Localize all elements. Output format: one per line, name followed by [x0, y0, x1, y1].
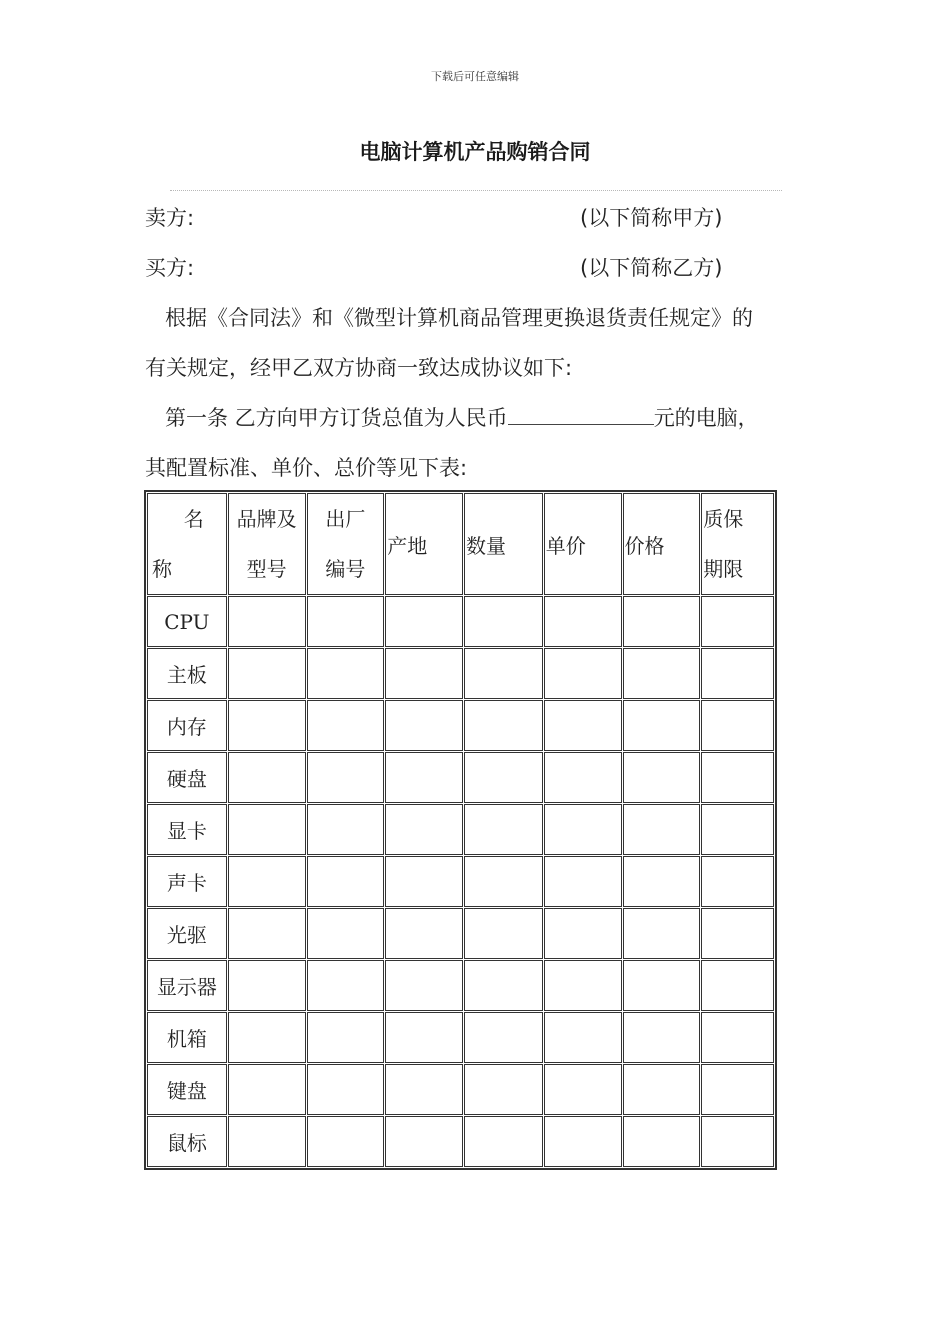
table-entry-cell[interactable] — [385, 908, 463, 959]
table-entry-cell[interactable] — [623, 648, 701, 699]
table-entry-cell[interactable] — [385, 856, 463, 907]
table-entry-cell[interactable] — [623, 1116, 701, 1167]
table-entry-cell[interactable] — [307, 960, 385, 1011]
article-1-text-before-blank: 第一条 乙方向甲方订货总值为人民币 — [165, 406, 508, 430]
table-entry-cell[interactable] — [307, 804, 385, 855]
table-entry-cell[interactable] — [307, 1012, 385, 1063]
table-row — [147, 908, 774, 959]
table-entry-cell[interactable] — [464, 752, 543, 803]
component-name-cell: 显示器 — [147, 960, 227, 1011]
table-entry-cell[interactable] — [544, 960, 622, 1011]
table-entry-cell[interactable] — [623, 960, 701, 1011]
table-entry-cell[interactable] — [701, 596, 774, 647]
header-cell-name — [147, 493, 227, 595]
header-name-line-1: 名 — [183, 507, 204, 531]
table-row — [147, 856, 774, 907]
table-entry-cell[interactable] — [701, 1012, 774, 1063]
component-name-cell: 机箱 — [147, 1012, 227, 1063]
table-entry-cell[interactable] — [385, 648, 463, 699]
component-name-cell: 鼠标 — [147, 1116, 227, 1167]
table-row — [147, 960, 774, 1011]
article-1-text-after-blank: 元的电脑， — [653, 406, 759, 430]
seller-suffix: (以下简称甲方) — [580, 206, 723, 230]
article-1-line-2: 其配置标准、单价、总价等见下表: — [145, 456, 468, 480]
header-serial-line-2: 编号 — [325, 557, 366, 581]
table-entry-cell[interactable] — [623, 856, 701, 907]
table-entry-cell[interactable] — [544, 1064, 622, 1115]
table-entry-cell[interactable] — [701, 648, 774, 699]
total-amount-blank[interactable] — [508, 404, 654, 425]
buyer-label: 买方: — [145, 256, 195, 280]
table-entry-cell[interactable] — [385, 1116, 463, 1167]
table-entry-cell[interactable] — [385, 1064, 463, 1115]
table-row — [147, 1064, 774, 1115]
article-1-line-1 — [165, 403, 759, 433]
header-cell-quantity: 数量 — [464, 493, 543, 595]
table-entry-cell[interactable] — [464, 1012, 543, 1063]
table-entry-cell[interactable] — [464, 700, 543, 751]
header-warranty-line-2: 期限 — [703, 557, 744, 581]
table-entry-cell[interactable] — [464, 804, 543, 855]
table-entry-cell[interactable] — [464, 960, 543, 1011]
component-name-cell: 内存 — [147, 700, 227, 751]
header-brand-line-1: 品牌及 — [236, 507, 297, 531]
preamble-line-1: 根据《合同法》和《微型计算机商品管理更换退货责任规定》的 — [165, 306, 753, 330]
table-entry-cell[interactable] — [464, 856, 543, 907]
seller-line — [145, 203, 745, 233]
header-cell-brand-model — [228, 493, 306, 595]
table-row — [147, 648, 774, 699]
table-entry-cell[interactable] — [544, 804, 622, 855]
header-cell-serial-number — [307, 493, 385, 595]
table-entry-cell[interactable] — [228, 752, 306, 803]
title-divider — [170, 190, 782, 191]
table-entry-cell[interactable] — [228, 596, 306, 647]
component-name-cell: 声卡 — [147, 856, 227, 907]
table-entry-cell[interactable] — [307, 1116, 385, 1167]
table-entry-cell[interactable] — [385, 804, 463, 855]
header-name-line-2: 称 — [152, 557, 172, 581]
document-title: 电脑计算机产品购销合同 — [359, 140, 591, 164]
table-entry-cell[interactable] — [623, 596, 701, 647]
table-row — [147, 804, 774, 855]
seller-label: 卖方: — [145, 206, 195, 230]
buyer-line — [145, 253, 745, 283]
table-entry-cell[interactable] — [464, 908, 543, 959]
table-entry-cell[interactable] — [701, 1064, 774, 1115]
table-entry-cell[interactable] — [228, 1116, 306, 1167]
table-entry-cell[interactable] — [307, 648, 385, 699]
table-entry-cell[interactable] — [623, 752, 701, 803]
header-cell-price: 价格 — [623, 493, 701, 595]
table-entry-cell[interactable] — [307, 1064, 385, 1115]
table-entry-cell[interactable] — [385, 596, 463, 647]
header-cell-unit-price: 单价 — [544, 493, 622, 595]
table-row — [147, 1012, 774, 1063]
table-row — [147, 752, 774, 803]
table-entry-cell[interactable] — [623, 1012, 701, 1063]
table-entry-cell[interactable] — [464, 596, 543, 647]
table-entry-cell[interactable] — [228, 1012, 306, 1063]
table-entry-cell[interactable] — [544, 700, 622, 751]
table-entry-cell[interactable] — [701, 908, 774, 959]
table-entry-cell[interactable] — [228, 960, 306, 1011]
table-entry-cell[interactable] — [464, 1116, 543, 1167]
table-entry-cell[interactable] — [228, 648, 306, 699]
header-cell-origin: 产地 — [385, 493, 463, 595]
table-entry-cell[interactable] — [623, 908, 701, 959]
table-entry-cell[interactable] — [701, 700, 774, 751]
table-entry-cell[interactable] — [385, 1012, 463, 1063]
table-row — [147, 700, 774, 751]
table-header-row — [147, 493, 774, 595]
table-entry-cell[interactable] — [228, 804, 306, 855]
header-serial-line-1: 出厂 — [325, 507, 366, 531]
table-entry-cell[interactable] — [228, 856, 306, 907]
table-entry-cell[interactable] — [228, 1064, 306, 1115]
table-entry-cell[interactable] — [544, 908, 622, 959]
header-cell-warranty — [701, 493, 774, 595]
table-entry-cell[interactable] — [544, 1012, 622, 1063]
component-name-cell: CPU — [147, 596, 227, 647]
table-entry-cell[interactable] — [623, 700, 701, 751]
table-entry-cell[interactable] — [544, 648, 622, 699]
component-name-cell: 主板 — [147, 648, 227, 699]
preamble-line-2: 有关规定，经甲乙双方协商一致达成协议如下: — [145, 356, 573, 380]
table-entry-cell[interactable] — [701, 960, 774, 1011]
table-entry-cell[interactable] — [623, 804, 701, 855]
table-entry-cell[interactable] — [544, 1116, 622, 1167]
table-entry-cell[interactable] — [701, 804, 774, 855]
table-entry-cell[interactable] — [701, 856, 774, 907]
table-entry-cell[interactable] — [385, 960, 463, 1011]
buyer-suffix: (以下简称乙方) — [580, 256, 723, 280]
component-name-cell: 光驱 — [147, 908, 227, 959]
table-entry-cell[interactable] — [228, 700, 306, 751]
table-entry-cell[interactable] — [701, 752, 774, 803]
table-entry-cell[interactable] — [385, 752, 463, 803]
table-entry-cell[interactable] — [307, 752, 385, 803]
table-entry-cell[interactable] — [307, 596, 385, 647]
table-entry-cell[interactable] — [464, 648, 543, 699]
table-entry-cell[interactable] — [544, 856, 622, 907]
configuration-table — [144, 490, 777, 1170]
table-entry-cell[interactable] — [464, 1064, 543, 1115]
table-row — [147, 596, 774, 647]
table-row — [147, 1116, 774, 1167]
header-brand-line-2: 型号 — [246, 557, 287, 581]
table-entry-cell[interactable] — [307, 908, 385, 959]
header-warranty-line-1: 质保 — [703, 507, 744, 531]
table-entry-cell[interactable] — [385, 700, 463, 751]
table-entry-cell[interactable] — [544, 596, 622, 647]
component-name-cell: 键盘 — [147, 1064, 227, 1115]
component-name-cell: 硬盘 — [147, 752, 227, 803]
table-entry-cell[interactable] — [307, 856, 385, 907]
table-entry-cell[interactable] — [544, 752, 622, 803]
header-note: 下载后可任意编辑 — [431, 70, 519, 83]
table-entry-cell[interactable] — [701, 1116, 774, 1167]
table-entry-cell[interactable] — [623, 1064, 701, 1115]
table-entry-cell[interactable] — [228, 908, 306, 959]
table-entry-cell[interactable] — [307, 700, 385, 751]
component-name-cell: 显卡 — [147, 804, 227, 855]
